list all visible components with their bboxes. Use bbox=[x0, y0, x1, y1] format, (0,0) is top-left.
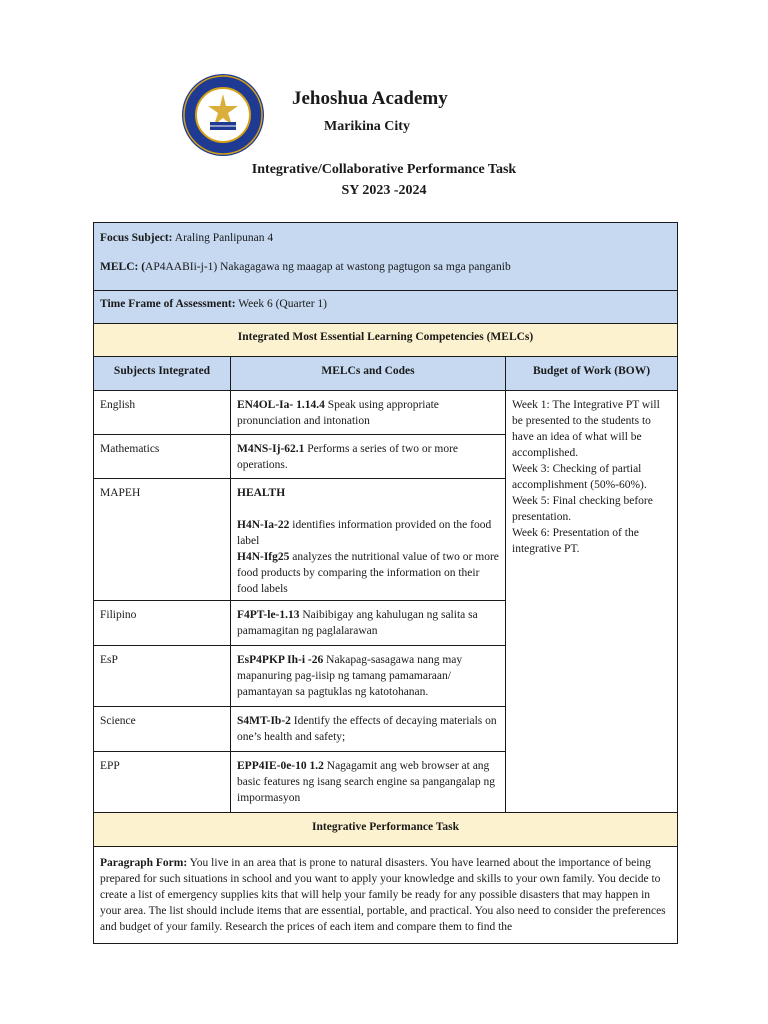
subject-cell: EPP bbox=[94, 752, 231, 813]
melc-cell: EsP4PKP Ih-i -26 Nakapag-sasagawa nang may mapanuring pag-iisip ng tamang pamamaraan/ pamantayan sa pagtuklas ng katotohanan. bbox=[231, 646, 506, 707]
melc-cell: EPP4IE-0e-10 1.2 Nagagamit ang web browser at ang basic features ng isang search engine sa pangangalap ng impormasyon bbox=[231, 752, 506, 813]
budget-item: Week 6: Presentation of the integrative PT. bbox=[512, 527, 639, 555]
paragraph-label: Paragraph Form: bbox=[100, 857, 188, 869]
budget-item: Week 1: The Integrative PT will be presented to the students to have an idea of what will be accomplished. bbox=[512, 399, 660, 459]
subject-cell: MAPEH bbox=[94, 479, 231, 601]
budget-item: Week 3: Checking of partial accomplishment (50%-60%). bbox=[512, 463, 647, 491]
school-name: Jehoshua Academy bbox=[292, 88, 448, 109]
budget-cell bbox=[506, 391, 678, 813]
melc-cell: EN4OL-Ia- 1.14.4 Speak using appropriate pronunciation and intonation bbox=[231, 391, 506, 435]
melc-cell: HEALTH H4N-Ia-22 identifies information provided on the food label H4N-Ifg25 analyzes the nutritional value of two or more food products by comparing the information on their food labels bbox=[231, 479, 506, 601]
school-logo bbox=[180, 72, 266, 158]
melc-cell: F4PT-le-1.13 Naibibigay ang kahulugan ng salita sa pamamagitan ng paglalarawan bbox=[231, 601, 506, 646]
col-melcs: MELCs and Codes bbox=[321, 365, 415, 377]
document-title: Integrative/Collaborative Performance Task bbox=[251, 162, 517, 177]
table-row bbox=[94, 391, 678, 435]
subject-cell: English bbox=[94, 391, 231, 435]
performance-task-table bbox=[93, 222, 678, 944]
subject-cell: Filipino bbox=[94, 601, 231, 646]
focus-melc-row bbox=[94, 223, 678, 291]
subject-cell: EsP bbox=[94, 646, 231, 707]
integrated-heading: Integrated Most Essential Learning Competencies (MELCs) bbox=[237, 331, 534, 343]
subject-cell: Science bbox=[94, 707, 231, 752]
school-year: SY 2023 -2024 bbox=[341, 183, 427, 198]
col-budget: Budget of Work (BOW) bbox=[532, 365, 651, 377]
focus-subject: Focus Subject: Araling Panlipunan 4 bbox=[100, 232, 274, 244]
column-header-row bbox=[94, 357, 678, 391]
integrated-heading-row bbox=[94, 324, 678, 357]
ipt-heading: Integrative Performance Task bbox=[312, 821, 459, 833]
health-heading: HEALTH bbox=[237, 487, 286, 499]
timeframe-row: Time Frame of Assessment: Week 6 (Quarter 1) bbox=[94, 291, 678, 324]
melc-cell: M4NS-Ij-62.1 Performs a series of two or more operations. bbox=[231, 435, 506, 479]
melc-cell: S4MT-Ib-2 Identify the effects of decaying materials on one’s health and safety; bbox=[231, 707, 506, 752]
subject-cell: Mathematics bbox=[94, 435, 231, 479]
col-subjects: Subjects Integrated bbox=[113, 365, 211, 377]
melc-line: MELC: (AP4AABIi-j-1) Nakagagawa ng maagap at wastong pagtugon sa mga panganib bbox=[100, 261, 511, 273]
ipt-heading-row bbox=[94, 813, 678, 847]
school-city: Marikina City bbox=[324, 119, 410, 134]
budget-item: Week 5: Final checking before presentation. bbox=[512, 495, 653, 523]
paragraph-cell bbox=[94, 847, 678, 944]
paragraph-text: You live in an area that is prone to natural disasters. You have learned about the importance of being prepared for such situations in school and you want to apply your knowledge and skills to your own family. You decide to create a list of emergency supplies kits that will help your family be ready for any possible disasters that may happen in your area. The list should include items that are essential, portable, and practical. You also need to consider the preferences and budget of your family. Research the prices of each item and compare them to find the bbox=[100, 857, 666, 933]
paragraph-row bbox=[94, 847, 678, 944]
